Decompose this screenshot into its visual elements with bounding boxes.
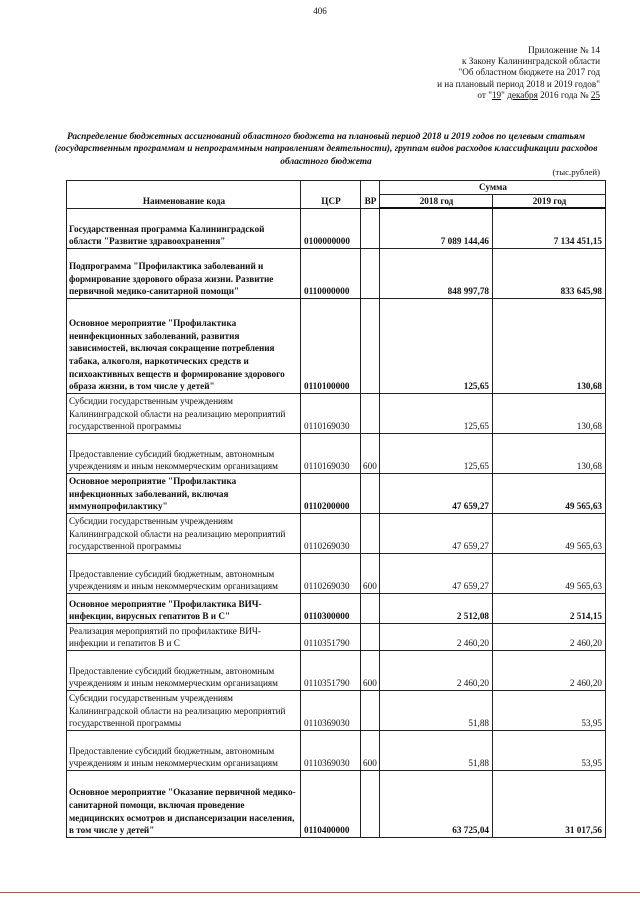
row-value-2019: 130,68 <box>493 298 606 393</box>
row-vr <box>361 513 380 553</box>
row-vr <box>361 473 380 513</box>
row-value-2018: 2 460,20 <box>380 650 493 690</box>
row-vr <box>361 248 380 298</box>
row-vr <box>361 690 380 730</box>
row-code: 0110100000 <box>301 298 361 393</box>
table-row <box>67 593 606 623</box>
row-value-2019: 833 645,98 <box>493 248 606 298</box>
row-value-2018: 47 659,27 <box>380 513 493 553</box>
row-name: Основное мероприятие "Профилактика инфекционных заболеваний, включая иммунопрофилактику" <box>67 473 301 513</box>
row-value-2018: 47 659,27 <box>380 553 493 593</box>
row-code: 0110269030 <box>301 553 361 593</box>
row-name: Основное мероприятие "Оказание первичной медико-санитарной помощи, включая проведение медицинских осмотров и диспансеризации населения, в том числе у детей" <box>67 770 301 837</box>
header-name: Наименование кода <box>67 181 301 209</box>
row-code: 0110169030 <box>301 433 361 473</box>
row-name: Предоставление субсидий бюджетным, автономным учреждениям и иным некоммерческим организациям <box>67 730 301 770</box>
row-name: Предоставление субсидий бюджетным, автономным учреждениям и иным некоммерческим организациям <box>67 433 301 473</box>
appendix-line-3: "Об областном бюджете на 2017 год <box>458 67 600 78</box>
row-value-2018: 63 725,04 <box>380 770 493 837</box>
appendix-line-2: к Закону Калининградской области <box>462 56 600 67</box>
row-name: Реализация мероприятий по профилактике ВИЧ-инфекции и гепатитов В и С <box>67 623 301 650</box>
row-value-2018: 848 997,78 <box>380 248 493 298</box>
row-value-2019: 53,95 <box>493 730 606 770</box>
row-value-2019: 53,95 <box>493 690 606 730</box>
row-value-2019: 130,68 <box>493 433 606 473</box>
row-code: 0110351790 <box>301 623 361 650</box>
appendix-day: 19 <box>491 89 502 100</box>
row-name: Субсидии государственным учреждениям Калининградской области на реализацию мероприятий государственной программы <box>67 393 301 433</box>
row-value-2019: 31 017,56 <box>493 770 606 837</box>
header-code: ЦСР <box>301 181 361 209</box>
table-row <box>67 553 606 593</box>
row-value-2018: 2 512,08 <box>380 593 493 623</box>
table-body <box>67 208 606 837</box>
row-name: Субсидии государственным учреждениям Калининградской области на реализацию мероприятий государственной программы <box>67 690 301 730</box>
row-code: 0100000000 <box>301 208 361 248</box>
row-vr <box>361 623 380 650</box>
row-value-2018: 47 659,27 <box>380 473 493 513</box>
row-vr: 600 <box>361 433 380 473</box>
header-sum: Сумма <box>380 181 606 195</box>
row-vr <box>361 770 380 837</box>
header-2018: 2018 год <box>380 194 493 208</box>
row-value-2018: 7 089 144,46 <box>380 208 493 248</box>
row-vr: 600 <box>361 553 380 593</box>
row-code: 0110369030 <box>301 730 361 770</box>
row-name: Основное мероприятие "Профилактика неинфекционных заболеваний, развития зависимостей, включая сокращение потребления табака, алкоголя, наркотических средств и психоактивных веществ и формирование здорового образа жизни, в том числе у детей" <box>67 298 301 393</box>
row-value-2019: 130,68 <box>493 393 606 433</box>
appendix-line-5 <box>437 90 600 101</box>
appendix-block <box>437 45 600 101</box>
table-row <box>67 623 606 650</box>
row-value-2019: 7 134 451,15 <box>493 208 606 248</box>
table-row <box>67 690 606 730</box>
table-row <box>67 248 606 298</box>
row-value-2018: 51,88 <box>380 730 493 770</box>
row-name: Субсидии государственным учреждениям Калининградской области на реализацию мероприятий государственной программы <box>67 513 301 553</box>
header-2019: 2019 год <box>493 194 606 208</box>
row-vr <box>361 298 380 393</box>
budget-table <box>66 180 606 838</box>
row-vr: 600 <box>361 650 380 690</box>
row-name: Предоставление субсидий бюджетным, автономным учреждениям и иным некоммерческим организациям <box>67 650 301 690</box>
row-name: Основное мероприятие "Профилактика ВИЧ-инфекции, вирусных гепатитов В и С" <box>67 593 301 623</box>
table-row <box>67 298 606 393</box>
header-vr: ВР <box>361 181 380 209</box>
row-value-2019: 49 565,63 <box>493 513 606 553</box>
appendix-number: 25 <box>590 89 600 100</box>
table-row <box>67 770 606 837</box>
row-value-2018: 51,88 <box>380 690 493 730</box>
row-code: 0110169030 <box>301 393 361 433</box>
appendix-date-mid: " <box>501 89 508 100</box>
row-name: Подпрограмма "Профилактика заболеваний и формирование здорового образа жизни. Развитие первичной медико-санитарной помощи" <box>67 248 301 298</box>
row-name: Предоставление субсидий бюджетным, автономным учреждениям и иным некоммерческим организациям <box>67 553 301 593</box>
appendix-line-1: Приложение № 14 <box>528 45 600 55</box>
row-vr: 600 <box>361 730 380 770</box>
row-value-2019: 2 460,20 <box>493 623 606 650</box>
row-code: 0110351790 <box>301 650 361 690</box>
row-code: 0110269030 <box>301 513 361 553</box>
row-code: 0110300000 <box>301 593 361 623</box>
row-value-2018: 125,65 <box>380 433 493 473</box>
row-vr <box>361 208 380 248</box>
row-code: 0110400000 <box>301 770 361 837</box>
table-row <box>67 473 606 513</box>
row-name: Государственная программа Калининградской области "Развитие здравоохранения" <box>67 208 301 248</box>
row-vr <box>361 593 380 623</box>
row-code: 0110000000 <box>301 248 361 298</box>
page-edge-line <box>0 892 640 893</box>
row-value-2018: 125,65 <box>380 298 493 393</box>
table-row <box>67 650 606 690</box>
appendix-year: 2016 года № <box>537 89 591 100</box>
table-row <box>67 208 606 248</box>
row-vr <box>361 393 380 433</box>
row-code: 0110369030 <box>301 690 361 730</box>
table-row <box>67 393 606 433</box>
row-value-2019: 2 460,20 <box>493 650 606 690</box>
units-label: (тыс.рублей) <box>552 167 600 177</box>
table-row <box>67 513 606 553</box>
table-row <box>67 433 606 473</box>
document-title: Распределение бюджетных ассигнований областного бюджета на плановый период 2018 и 2019 годов по целевым статьям (государственным программам и непрограммным направлениям деятельности), группам видов расходов классификации расходов областного бюджета <box>54 132 598 167</box>
row-value-2019: 2 514,15 <box>493 593 606 623</box>
row-value-2019: 49 565,63 <box>493 473 606 513</box>
row-value-2018: 125,65 <box>380 393 493 433</box>
appendix-line-4: и на плановый период 2018 и 2019 годов" <box>437 78 600 89</box>
row-code: 0110200000 <box>301 473 361 513</box>
appendix-date-prefix: от " <box>477 89 492 100</box>
row-value-2018: 2 460,20 <box>380 623 493 650</box>
page-number: 406 <box>313 6 327 16</box>
appendix-month: декабря <box>507 89 538 100</box>
table-row <box>67 730 606 770</box>
row-value-2019: 49 565,63 <box>493 553 606 593</box>
